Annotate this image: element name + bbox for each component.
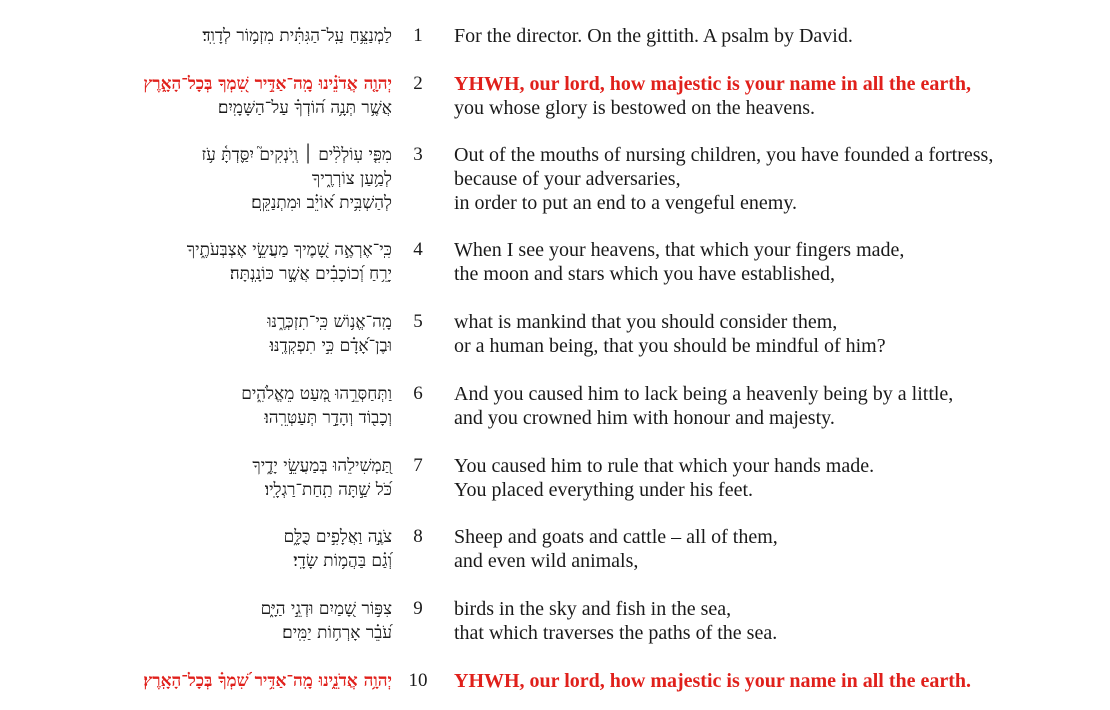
hebrew-line: יְהוָ֤ה אֲדֹנֵ֗ינוּ מָֽה־אַדִּ֣יר שִׁ֭מְךָ בְּכָל־הָאָ֑רֶץ bbox=[143, 74, 392, 94]
verse-hebrew bbox=[32, 24, 392, 48]
english-line: the moon and stars which you have established, bbox=[454, 263, 836, 285]
verse-english bbox=[454, 72, 1104, 120]
hebrew-line: כֹּ֝ל שַׁ֣תָּה תַֽחַת־רַגְלָֽיו׃ bbox=[264, 480, 392, 500]
hebrew-line: מָֽה־אֱנ֥וֹשׁ כִּֽי־תִזְכְּרֶ֑נּוּ bbox=[267, 312, 392, 332]
english-line: what is mankind that you should consider them, bbox=[454, 311, 838, 333]
hebrew-line: וְכָב֖וֹד וְהָדָ֣ר תְּעַטְּרֵֽהוּ׃ bbox=[264, 408, 392, 428]
hebrew-line: עֹ֝בֵ֗ר אָרְח֥וֹת יַמִּֽים׃ bbox=[282, 623, 392, 643]
hebrew-line: תַּ֭מְשִׁילֵהוּ בְּמַעֲשֵׂ֣י יָדֶ֑יךָ bbox=[252, 456, 392, 476]
verse-english bbox=[454, 525, 1104, 573]
english-line: When I see your heavens, that which your fingers made, bbox=[454, 239, 905, 261]
verse-hebrew bbox=[32, 238, 392, 286]
verse-english bbox=[454, 382, 1104, 430]
hebrew-line: לְהַשְׁבִּ֥ית א֝וֹיֵ֗ב וּמִתְנַקֵּֽם׃ bbox=[251, 193, 392, 213]
english-line: in order to put an end to a vengeful enemy. bbox=[454, 192, 798, 214]
verse-english bbox=[454, 669, 1104, 693]
hebrew-line: וְ֝גַ֗ם בַּהֲמ֥וֹת שָׂדָֽי׃ bbox=[293, 551, 392, 571]
verse-english bbox=[454, 454, 1104, 502]
verse-hebrew bbox=[32, 597, 392, 645]
verse-number: 8 bbox=[413, 526, 423, 547]
english-line: and you crowned him with honour and majesty. bbox=[454, 407, 835, 429]
verse-english bbox=[454, 24, 1104, 48]
verse-number: 2 bbox=[413, 73, 423, 94]
verse-hebrew bbox=[32, 525, 392, 573]
hebrew-line: כִּֽי־אֶרְאֶ֣ה שָׁ֭מֶיךָ מַעֲשֵׂ֣י אֶצְבְּעֹתֶ֑יךָ bbox=[186, 240, 392, 260]
verse-hebrew bbox=[32, 454, 392, 502]
verse-number: 7 bbox=[413, 455, 423, 476]
verse-hebrew bbox=[32, 72, 392, 120]
hebrew-line: וַתְּחַסְּרֵ֣הוּ מְּ֭עַט מֵאֱלֹהִ֑ים bbox=[241, 384, 392, 404]
verse-number: 5 bbox=[413, 311, 423, 332]
verse-number: 4 bbox=[413, 239, 423, 260]
hebrew-line: יְהוָ֥ה אֲדֹנֵ֑ינוּ מָֽה־אַדִּ֥יר שִׁ֝מְךָ֗ בְּכָל־הָאָֽרֶץ׃ bbox=[143, 671, 392, 691]
verse-english bbox=[454, 597, 1104, 645]
hebrew-line: צִפּ֣וֹר שָׁ֭מַיִם וּדְגֵ֣י הַיָּ֑ם bbox=[260, 599, 392, 619]
verse-number: 10 bbox=[408, 670, 428, 691]
verse-number: 6 bbox=[413, 383, 423, 404]
verse-hebrew bbox=[32, 382, 392, 430]
english-line: Out of the mouths of nursing children, you have founded a fortress, bbox=[454, 144, 994, 166]
hebrew-line: אֲשֶׁ֥ר תְּנָ֥ה ה֝וֹדְךָ֗ עַל־הַשָּׁמָֽיִם׃ bbox=[217, 98, 392, 118]
verse-hebrew bbox=[32, 669, 392, 693]
english-line: Sheep and goats and cattle – all of them, bbox=[454, 526, 778, 548]
hebrew-line: יָרֵ֥חַ וְ֝כוֹכָבִ֗ים אֲשֶׁ֣ר כּוֹנָֽנְתָּה׃ bbox=[229, 264, 392, 284]
hebrew-line: וּבֶן־אָ֝דָ֗ם כִּ֣י תִפְקְדֶֽנּוּ׃ bbox=[269, 336, 392, 356]
hebrew-line: צֹנֶ֣ה וַאֲלָפִ֣ים כֻּלָּ֑ם bbox=[283, 527, 392, 547]
verse-english bbox=[454, 143, 1104, 215]
english-line: YHWH, our lord, how majestic is your name in all the earth. bbox=[454, 670, 972, 692]
english-line: You caused him to rule that which your hands made. bbox=[454, 455, 875, 477]
english-line: birds in the sky and fish in the sea, bbox=[454, 598, 732, 620]
english-line: and even wild animals, bbox=[454, 550, 639, 572]
verse-english bbox=[454, 310, 1104, 358]
verse-hebrew bbox=[32, 143, 392, 215]
english-line: you whose glory is bestowed on the heavens. bbox=[454, 97, 816, 119]
hebrew-line: לַמְנַצֵּ֥חַ עַֽל־הַגִּתִּ֗ית מִזְמ֥וֹר לְדָוִֽד׃ bbox=[202, 26, 392, 46]
verse-english bbox=[454, 238, 1104, 286]
verse-number: 1 bbox=[413, 25, 423, 46]
verse-hebrew bbox=[32, 310, 392, 358]
english-line: You placed everything under his feet. bbox=[454, 479, 754, 501]
hebrew-line: מִפִּ֤י עֽוֹלְלִ֨ים ׀ וְֽיֹנְקִים֮ יִסַּ֪דְתָּ֫ עֹ֥ז bbox=[201, 145, 392, 165]
english-line: that which traverses the paths of the sea. bbox=[454, 622, 778, 644]
english-line: And you caused him to lack being a heavenly being by a little, bbox=[454, 383, 954, 405]
english-line: YHWH, our lord, how majestic is your name in all the earth, bbox=[454, 73, 972, 95]
english-line: because of your adversaries, bbox=[454, 168, 681, 190]
verse-number: 9 bbox=[413, 598, 423, 619]
english-line: or a human being, that you should be mindful of him? bbox=[454, 335, 886, 357]
english-line: For the director. On the gittith. A psalm by David. bbox=[454, 25, 853, 47]
verse-number: 3 bbox=[413, 144, 423, 165]
hebrew-line: לְמַ֥עַן צוֹרְרֶ֑יךָ bbox=[311, 169, 392, 189]
